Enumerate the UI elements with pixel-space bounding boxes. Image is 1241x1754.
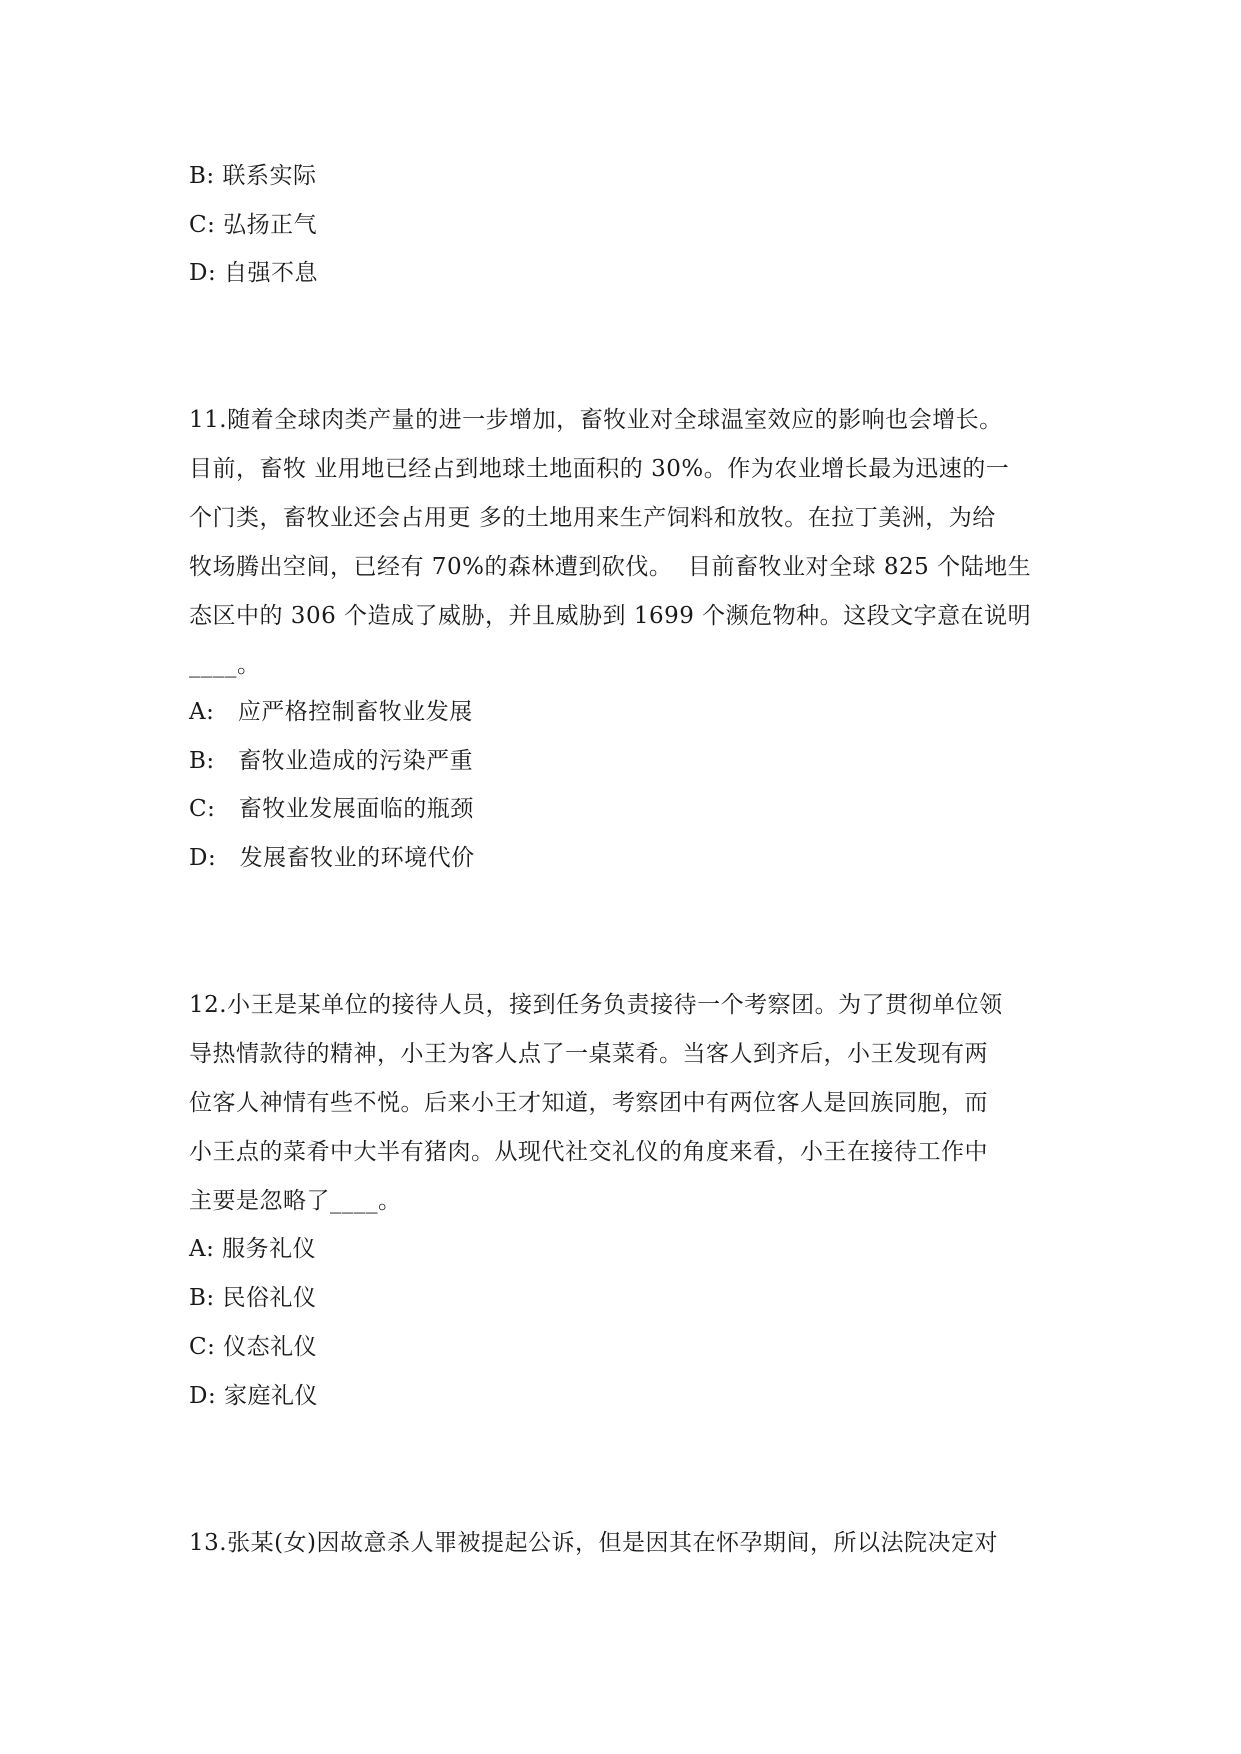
option-letter: C:: [189, 1334, 216, 1360]
question-text-line: 牧场腾出空间，已经有 70%的森林遭到砍伐。 目前畜牧业对全球 825 个陆地生: [189, 554, 1032, 580]
option-text: 畜牧业造成的污染严重: [238, 748, 474, 774]
option-text: 自强不息: [224, 260, 319, 286]
option-text: 服务礼仪: [222, 1236, 317, 1262]
option-letter: B:: [189, 1285, 215, 1311]
option-a: [189, 1234, 316, 1264]
option-text: 联系实际: [222, 163, 317, 189]
option-d: [189, 258, 318, 288]
option-text: 发展畜牧业的环境代价: [239, 845, 475, 871]
question-text-line: 目前，畜牧 业用地已经占到地球土地面积的 30%。作为农业增长最为迅速的一: [189, 456, 1010, 482]
option-letter: B:: [189, 748, 215, 774]
option-text: 家庭礼仪: [224, 1383, 319, 1409]
option-letter: D:: [189, 845, 217, 871]
option-c: [189, 1332, 317, 1362]
question-text-line: 态区中的 306 个造成了威胁，并且威胁到 1699 个濒危物种。这段文字意在说明: [189, 603, 1032, 629]
option-c: [189, 210, 317, 240]
option-b: [189, 746, 473, 776]
option-text: 仪态礼仪: [223, 1334, 318, 1360]
option-d: [189, 1381, 318, 1411]
question-text-line: 12.小王是某单位的接待人员，接到任务负责接待一个考察团。为了贯彻单位领: [189, 992, 1003, 1018]
question-text-line: 小王点的菜肴中大半有猪肉。从现代社交礼仪的角度来看，小王在接待工作中: [189, 1139, 988, 1165]
question-text-line: 主要是忽略了____。: [189, 1188, 402, 1214]
question-text-line: 个门类，畜牧业还会占用更 多的土地用来生产饲料和放牧。在拉丁美洲，为给: [189, 505, 996, 531]
option-letter: D:: [189, 260, 217, 286]
option-a: [189, 697, 473, 727]
option-letter: A:: [189, 699, 215, 725]
option-b: [189, 1283, 316, 1313]
question-text-line: 位客人神情有些不悦。后来小王才知道，考察团中有两位客人是回族同胞，而: [189, 1090, 988, 1116]
option-letter: B:: [189, 163, 215, 189]
question-text-line: 11.随着全球肉类产量的进一步增加，畜牧业对全球温室效应的影响也会增长。: [189, 407, 1003, 433]
option-text: 弘扬正气: [223, 212, 318, 238]
option-d: [189, 843, 475, 873]
question-text-line: 导热情款待的精神，小王为客人点了一桌菜肴。当客人到齐后，小王发现有两: [189, 1041, 988, 1067]
option-text: 应严格控制畜牧业发展: [237, 699, 473, 725]
option-letter: C:: [189, 212, 216, 238]
option-letter: D:: [189, 1383, 217, 1409]
option-text: 畜牧业发展面临的瓶颈: [238, 796, 474, 822]
question-text-line: ____。: [189, 652, 261, 678]
question-text-line: 13.张某(女)因故意杀人罪被提起公诉，但是因其在怀孕期间，所以法院决定对: [189, 1530, 999, 1556]
option-letter: C:: [189, 796, 216, 822]
option-c: [189, 794, 474, 824]
option-b: [189, 161, 316, 191]
option-text: 民俗礼仪: [222, 1285, 317, 1311]
option-letter: A:: [189, 1236, 215, 1262]
